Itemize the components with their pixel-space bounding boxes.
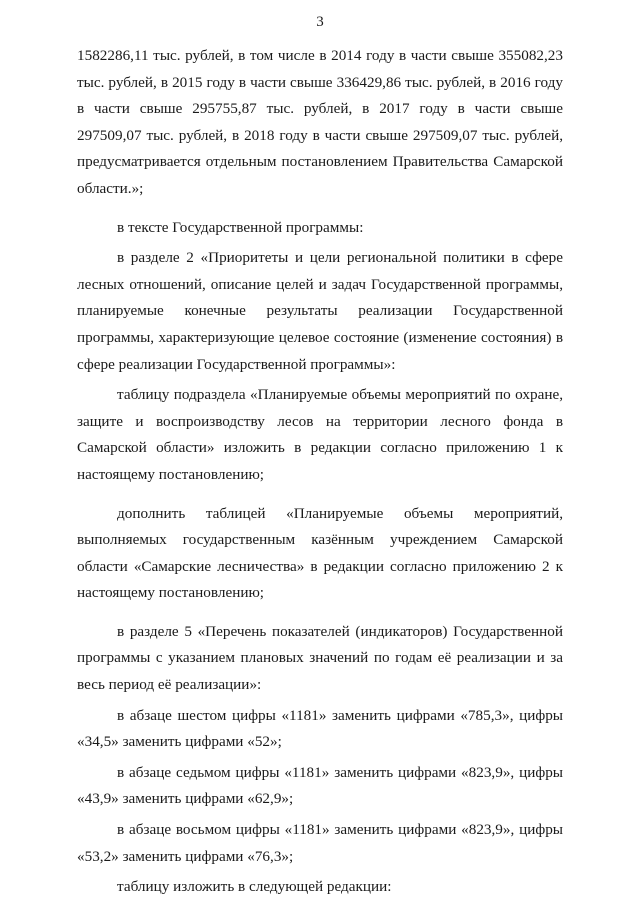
paragraph-abzac-8: в абзаце восьмом цифры «1181» заменить цифрами «823,9», цифры «53,2» заменить цифрами «76,3»; bbox=[77, 821, 563, 865]
paragraph-section-5: в разделе 5 «Перечень показателей (индикаторов) Государственной программы с указанием плановых значений по годам её реализации и за весь период её реализации»: bbox=[77, 622, 563, 694]
document-body bbox=[77, 43, 563, 901]
paragraph-program-text: в тексте Государственной программы: bbox=[117, 218, 364, 236]
paragraph-add-table: дополнить таблицей «Планируемые объемы мероприятий, выполняемых государственным казённым учреждением Самарской области «Самарские лесничества» в редакции согласно приложению 2 к настоящему постановлению; bbox=[77, 504, 563, 602]
page-number: 3 bbox=[316, 14, 324, 30]
paragraph-abzac-7: в абзаце седьмом цифры «1181» заменить цифрами «823,9», цифры «43,9» заменить цифрами «62,9»; bbox=[77, 763, 563, 808]
paragraph-table-subsection: таблицу подраздела «Планируемые объемы мероприятий по охране, защите и воспроизводству лесов на территории лесного фонда в Самарской области» изложить в редакции согласно приложению 1 к настоящему постановлению; bbox=[77, 386, 563, 483]
paragraph-section-2: в разделе 2 «Приоритеты и цели региональной политики в сфере лесных отношений, описание целей и задач Государственной программы, планируемые конечные результаты реализации Государственной программы, характеризующие целевое состояние (изменение состояния) в сфере реализации Государственной программы»: bbox=[77, 249, 563, 373]
paragraph-continuation: 1582286,11 тыс. рублей, в том числе в 2014 году в части свыше 355082,23 тыс. рублей, в 2015 году в части свыше 336429,86 тыс. рублей, в 2016 году в части свыше 295755,87 тыс. рублей, в 2017 году в части свыше 297509,07 тыс. рублей, в 2018 году в части свыше 297509,07 тыс. рублей, предусматривается отдельным постановлением Правительства Самарской области.»; bbox=[77, 47, 563, 197]
paragraph-table-replace: таблицу изложить в следующей редакции: bbox=[117, 878, 392, 896]
paragraph-abzac-6: в абзаце шестом цифры «1181» заменить цифрами «785,3», цифры «34,5» заменить цифрами «52»; bbox=[77, 706, 563, 751]
